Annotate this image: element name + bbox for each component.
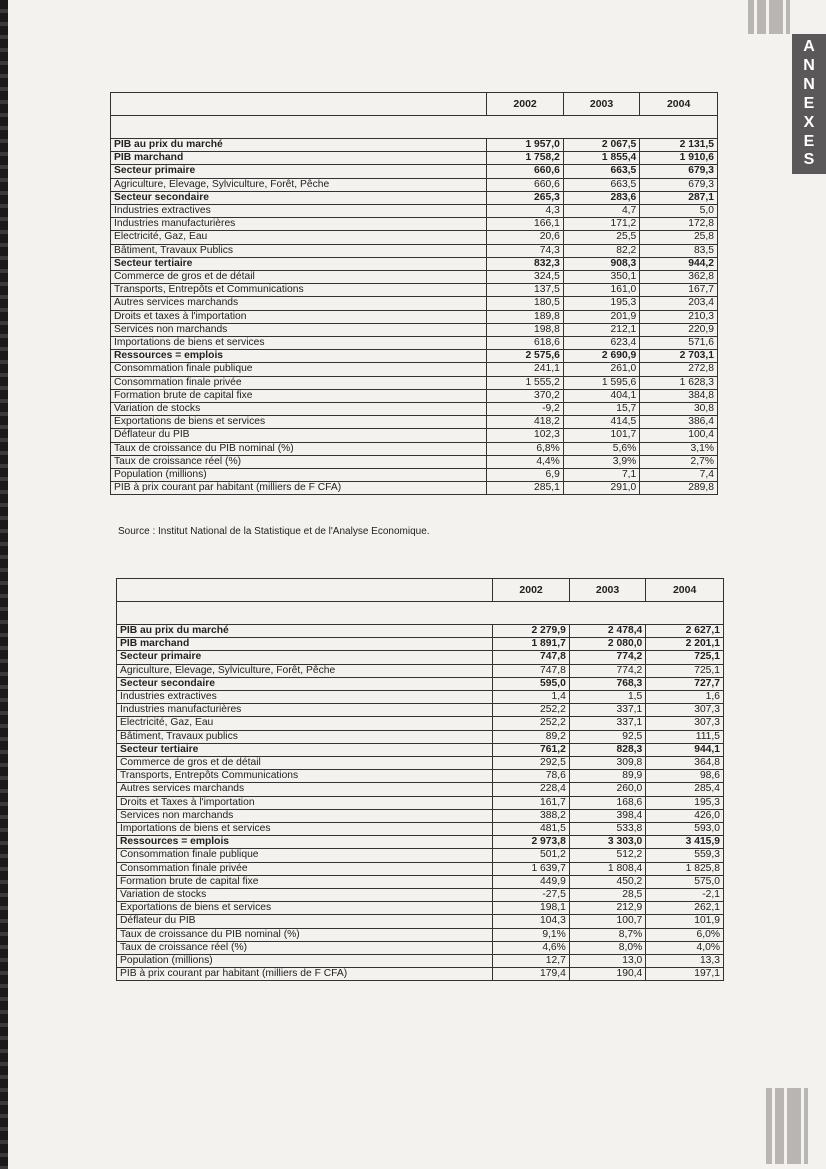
table-row — [111, 257, 718, 270]
row-label: Industries extractives — [117, 691, 493, 704]
value-cell: 362,8 — [640, 271, 718, 284]
row-label: Transports, Entrepôts Communications — [117, 770, 493, 783]
value-cell: 272,8 — [640, 363, 718, 376]
row-label: Services non marchands — [111, 323, 487, 336]
table-row — [111, 482, 718, 495]
value-cell: 774,2 — [569, 651, 645, 664]
value-cell: 1 808,4 — [569, 862, 645, 875]
table-row — [111, 416, 718, 429]
value-cell: 1 825,8 — [646, 862, 724, 875]
row-label: Autres services marchands — [117, 783, 493, 796]
value-cell: 337,1 — [569, 717, 645, 730]
value-cell: 2 478,4 — [569, 625, 645, 638]
row-label: Industries manufacturières — [117, 704, 493, 717]
value-cell: 287,1 — [640, 191, 718, 204]
header-blank-cell — [111, 93, 487, 116]
table-row — [111, 205, 718, 218]
value-cell: 2 080,0 — [569, 638, 645, 651]
value-cell: 212,9 — [569, 902, 645, 915]
row-label: Transports, Entrepôts et Communications — [111, 284, 487, 297]
table-row — [111, 244, 718, 257]
value-cell: 663,5 — [563, 165, 639, 178]
value-cell: 101,7 — [563, 429, 639, 442]
table-row — [111, 455, 718, 468]
value-cell: 747,8 — [493, 651, 569, 664]
row-label: Taux de croissance réel (%) — [117, 941, 493, 954]
table-row — [117, 796, 724, 809]
value-cell: 1 855,4 — [563, 152, 639, 165]
row-label: Commerce de gros et de détail — [117, 757, 493, 770]
value-cell: 2 690,9 — [563, 350, 639, 363]
value-cell: 198,1 — [493, 902, 569, 915]
row-label: PIB à prix courant par habitant (milliers de F CFA) — [111, 482, 487, 495]
table-row — [117, 651, 724, 664]
value-cell: 774,2 — [569, 664, 645, 677]
row-label: Déflateur du PIB — [111, 429, 487, 442]
table-row — [117, 783, 724, 796]
row-label: PIB au prix du marché — [117, 625, 493, 638]
row-label: Secteur primaire — [117, 651, 493, 664]
row-label: Agriculture, Elevage, Sylviculture, Forêt, Pêche — [117, 664, 493, 677]
value-cell: 4,0% — [646, 941, 724, 954]
value-cell: 2 131,5 — [640, 139, 718, 152]
table-row — [111, 139, 718, 152]
value-cell: 3 303,0 — [569, 836, 645, 849]
tab-letter: S — [803, 151, 815, 169]
value-cell: 161,7 — [493, 796, 569, 809]
value-cell: 660,6 — [487, 178, 563, 191]
table-row — [111, 389, 718, 402]
value-cell: 663,5 — [563, 178, 639, 191]
value-cell: 137,5 — [487, 284, 563, 297]
value-cell: 179,4 — [493, 968, 569, 981]
table-row — [117, 664, 724, 677]
row-label: Variation de stocks — [117, 889, 493, 902]
row-label: Bâtiment, Travaux publics — [117, 730, 493, 743]
value-cell: 111,5 — [646, 730, 724, 743]
value-cell: 201,9 — [563, 310, 639, 323]
row-label: Industries extractives — [111, 205, 487, 218]
table-row — [111, 323, 718, 336]
row-label: Population (millions) — [111, 469, 487, 482]
row-label: Formation brute de capital fixe — [111, 389, 487, 402]
value-cell: 3,9% — [563, 455, 639, 468]
tab-letter: E — [803, 132, 815, 150]
row-label: Consommation finale publique — [117, 849, 493, 862]
value-cell: 388,2 — [493, 809, 569, 822]
value-cell: 364,8 — [646, 757, 724, 770]
page-left-edge — [0, 0, 8, 1169]
value-cell: 180,5 — [487, 297, 563, 310]
value-cell: 285,4 — [646, 783, 724, 796]
value-cell: 15,7 — [563, 403, 639, 416]
value-cell: 285,1 — [487, 482, 563, 495]
row-label: Secteur secondaire — [111, 191, 487, 204]
table-row — [111, 271, 718, 284]
year-header: 2002 — [493, 579, 569, 602]
table-row — [117, 823, 724, 836]
value-cell: -27,5 — [493, 889, 569, 902]
value-cell: 2 201,1 — [646, 638, 724, 651]
value-cell: 210,3 — [640, 310, 718, 323]
value-cell: 1 957,0 — [487, 139, 563, 152]
value-cell: 25,5 — [563, 231, 639, 244]
value-cell: 768,3 — [569, 677, 645, 690]
table-spacer-row — [111, 116, 718, 139]
value-cell: 30,8 — [640, 403, 718, 416]
table-row — [117, 902, 724, 915]
year-header: 2003 — [569, 579, 645, 602]
table-row — [117, 743, 724, 756]
table-header-row — [117, 579, 724, 602]
value-cell: 595,0 — [493, 677, 569, 690]
value-cell: 198,8 — [487, 323, 563, 336]
value-cell: 166,1 — [487, 218, 563, 231]
value-cell: 571,6 — [640, 337, 718, 350]
value-cell: 2,7% — [640, 455, 718, 468]
value-cell: 623,4 — [563, 337, 639, 350]
value-cell: 1 628,3 — [640, 376, 718, 389]
value-cell: 100,4 — [640, 429, 718, 442]
value-cell: 1,4 — [493, 691, 569, 704]
table-row — [111, 469, 718, 482]
value-cell: 828,3 — [569, 743, 645, 756]
value-cell: 13,3 — [646, 955, 724, 968]
value-cell: 8,0% — [569, 941, 645, 954]
year-header: 2004 — [646, 579, 724, 602]
value-cell: 100,7 — [569, 915, 645, 928]
value-cell: 660,6 — [487, 165, 563, 178]
tab-letter: N — [803, 57, 815, 75]
row-label: Consommation finale publique — [111, 363, 487, 376]
value-cell: 386,4 — [640, 416, 718, 429]
row-label: Ressources = emplois — [117, 836, 493, 849]
value-cell: 559,3 — [646, 849, 724, 862]
decorative-bars-bottom — [766, 1088, 814, 1164]
table-row — [111, 363, 718, 376]
value-cell: 2 973,8 — [493, 836, 569, 849]
value-cell: 370,2 — [487, 389, 563, 402]
row-label: Secteur tertiaire — [111, 257, 487, 270]
value-cell: 337,1 — [569, 704, 645, 717]
gdp-table-1 — [110, 92, 718, 495]
row-label: Exportations de biens et services — [111, 416, 487, 429]
value-cell: 4,3 — [487, 205, 563, 218]
year-header: 2003 — [563, 93, 639, 116]
year-header: 2004 — [640, 93, 718, 116]
row-label: Droits et taxes à l'importation — [111, 310, 487, 323]
value-cell: 618,6 — [487, 337, 563, 350]
row-label: PIB à prix courant par habitant (milliers de F CFA) — [117, 968, 493, 981]
value-cell: 190,4 — [569, 968, 645, 981]
value-cell: 13,0 — [569, 955, 645, 968]
value-cell: 747,8 — [493, 664, 569, 677]
row-label: Autres services marchands — [111, 297, 487, 310]
table-row — [111, 403, 718, 416]
value-cell: 25,8 — [640, 231, 718, 244]
value-cell: 228,4 — [493, 783, 569, 796]
row-label: Taux de croissance du PIB nominal (%) — [117, 928, 493, 941]
table-row — [117, 849, 724, 862]
annexes-side-tab — [792, 34, 826, 174]
value-cell: 20,6 — [487, 231, 563, 244]
value-cell: 171,2 — [563, 218, 639, 231]
value-cell: 725,1 — [646, 664, 724, 677]
value-cell: 167,7 — [640, 284, 718, 297]
value-cell: 168,6 — [569, 796, 645, 809]
tab-letter: N — [803, 76, 815, 94]
gdp-table-2 — [116, 578, 724, 981]
row-label: Importations de biens et services — [111, 337, 487, 350]
value-cell: 1 758,2 — [487, 152, 563, 165]
value-cell: 5,0 — [640, 205, 718, 218]
table-row — [111, 310, 718, 323]
value-cell: 533,8 — [569, 823, 645, 836]
row-label: PIB marchand — [111, 152, 487, 165]
table-row — [111, 191, 718, 204]
value-cell: 220,9 — [640, 323, 718, 336]
row-label: Services non marchands — [117, 809, 493, 822]
value-cell: 4,6% — [493, 941, 569, 954]
table-row — [111, 429, 718, 442]
value-cell: 101,9 — [646, 915, 724, 928]
value-cell: 265,3 — [487, 191, 563, 204]
tab-letter: X — [803, 113, 815, 131]
row-label: Exportations de biens et services — [117, 902, 493, 915]
value-cell: 679,3 — [640, 165, 718, 178]
tab-letter: E — [803, 94, 815, 112]
value-cell: 28,5 — [569, 889, 645, 902]
year-header: 2002 — [487, 93, 563, 116]
value-cell: 212,1 — [563, 323, 639, 336]
table-row — [117, 809, 724, 822]
value-cell: 679,3 — [640, 178, 718, 191]
row-label: Formation brute de capital fixe — [117, 875, 493, 888]
table-row — [111, 297, 718, 310]
table-row — [117, 730, 724, 743]
value-cell: 384,8 — [640, 389, 718, 402]
row-label: Secteur primaire — [111, 165, 487, 178]
value-cell: 283,6 — [563, 191, 639, 204]
value-cell: 309,8 — [569, 757, 645, 770]
value-cell: 189,8 — [487, 310, 563, 323]
tab-letter: A — [803, 38, 815, 56]
source-note: Source : Institut National de la Statistique et de l'Analyse Economique. — [118, 526, 430, 537]
spacer-cell — [111, 116, 718, 139]
value-cell: 501,2 — [493, 849, 569, 862]
value-cell: 4,4% — [487, 455, 563, 468]
value-cell: 944,1 — [646, 743, 724, 756]
value-cell: 203,4 — [640, 297, 718, 310]
value-cell: -9,2 — [487, 403, 563, 416]
value-cell: 195,3 — [563, 297, 639, 310]
value-cell: 725,1 — [646, 651, 724, 664]
table-row — [117, 955, 724, 968]
value-cell: 261,0 — [563, 363, 639, 376]
value-cell: 262,1 — [646, 902, 724, 915]
row-label: Agriculture, Elevage, Sylviculture, Forêt, Pêche — [111, 178, 487, 191]
value-cell: 8,7% — [569, 928, 645, 941]
table-row — [111, 178, 718, 191]
value-cell: 593,0 — [646, 823, 724, 836]
value-cell: 197,1 — [646, 968, 724, 981]
value-cell: 307,3 — [646, 704, 724, 717]
value-cell: 6,8% — [487, 442, 563, 455]
value-cell: 575,0 — [646, 875, 724, 888]
table-row — [111, 337, 718, 350]
table-row — [117, 638, 724, 651]
value-cell: 1 595,6 — [563, 376, 639, 389]
value-cell: 252,2 — [493, 717, 569, 730]
value-cell: -2,1 — [646, 889, 724, 902]
table-row — [111, 152, 718, 165]
value-cell: 4,7 — [563, 205, 639, 218]
row-label: Consommation finale privée — [117, 862, 493, 875]
value-cell: 404,1 — [563, 389, 639, 402]
value-cell: 3 415,9 — [646, 836, 724, 849]
table-row — [117, 889, 724, 902]
row-label: Déflateur du PIB — [117, 915, 493, 928]
value-cell: 89,9 — [569, 770, 645, 783]
table-row — [117, 928, 724, 941]
value-cell: 512,2 — [569, 849, 645, 862]
table-row — [111, 165, 718, 178]
table-row — [111, 442, 718, 455]
table-row — [117, 757, 724, 770]
table-header-row — [111, 93, 718, 116]
value-cell: 98,6 — [646, 770, 724, 783]
value-cell: 104,3 — [493, 915, 569, 928]
table-row — [117, 704, 724, 717]
table-row — [111, 231, 718, 244]
table-row — [117, 836, 724, 849]
row-label: Electricité, Gaz, Eau — [111, 231, 487, 244]
table-row — [117, 770, 724, 783]
value-cell: 324,5 — [487, 271, 563, 284]
value-cell: 944,2 — [640, 257, 718, 270]
row-label: PIB marchand — [117, 638, 493, 651]
row-label: Electricité, Gaz, Eau — [117, 717, 493, 730]
value-cell: 5,6% — [563, 442, 639, 455]
value-cell: 89,2 — [493, 730, 569, 743]
value-cell: 92,5 — [569, 730, 645, 743]
row-label: Commerce de gros et de détail — [111, 271, 487, 284]
row-label: Bâtiment, Travaux Publics — [111, 244, 487, 257]
value-cell: 241,1 — [487, 363, 563, 376]
value-cell: 1,6 — [646, 691, 724, 704]
value-cell: 2 575,6 — [487, 350, 563, 363]
value-cell: 449,9 — [493, 875, 569, 888]
value-cell: 1 891,7 — [493, 638, 569, 651]
row-label: Secteur tertiaire — [117, 743, 493, 756]
table-row — [117, 691, 724, 704]
value-cell: 260,0 — [569, 783, 645, 796]
row-label: Taux de croissance réel (%) — [111, 455, 487, 468]
value-cell: 195,3 — [646, 796, 724, 809]
value-cell: 1 910,6 — [640, 152, 718, 165]
table-row — [111, 284, 718, 297]
value-cell: 307,3 — [646, 717, 724, 730]
row-label: Population (millions) — [117, 955, 493, 968]
value-cell: 1 555,2 — [487, 376, 563, 389]
value-cell: 398,4 — [569, 809, 645, 822]
row-label: Taux de croissance du PIB nominal (%) — [111, 442, 487, 455]
value-cell: 78,6 — [493, 770, 569, 783]
value-cell: 2 067,5 — [563, 139, 639, 152]
value-cell: 6,0% — [646, 928, 724, 941]
row-label: Secteur secondaire — [117, 677, 493, 690]
value-cell: 414,5 — [563, 416, 639, 429]
value-cell: 2 279,9 — [493, 625, 569, 638]
table-row — [111, 218, 718, 231]
value-cell: 252,2 — [493, 704, 569, 717]
spacer-cell — [117, 602, 724, 625]
value-cell: 291,0 — [563, 482, 639, 495]
value-cell: 3,1% — [640, 442, 718, 455]
decorative-bars-top — [748, 0, 796, 34]
value-cell: 7,4 — [640, 469, 718, 482]
table-row — [117, 941, 724, 954]
table-row — [117, 875, 724, 888]
value-cell: 2 703,1 — [640, 350, 718, 363]
value-cell: 172,8 — [640, 218, 718, 231]
value-cell: 1,5 — [569, 691, 645, 704]
value-cell: 292,5 — [493, 757, 569, 770]
value-cell: 12,7 — [493, 955, 569, 968]
table-row — [117, 717, 724, 730]
value-cell: 426,0 — [646, 809, 724, 822]
table-row — [117, 677, 724, 690]
table-row — [117, 968, 724, 981]
value-cell: 289,8 — [640, 482, 718, 495]
row-label: Ressources = emplois — [111, 350, 487, 363]
row-label: Variation de stocks — [111, 403, 487, 416]
value-cell: 350,1 — [563, 271, 639, 284]
table-row — [117, 862, 724, 875]
row-label: Industries manufacturières — [111, 218, 487, 231]
value-cell: 761,2 — [493, 743, 569, 756]
table-row — [111, 376, 718, 389]
value-cell: 102,3 — [487, 429, 563, 442]
value-cell: 161,0 — [563, 284, 639, 297]
value-cell: 74,3 — [487, 244, 563, 257]
value-cell: 7,1 — [563, 469, 639, 482]
header-blank-cell — [117, 579, 493, 602]
value-cell: 9,1% — [493, 928, 569, 941]
value-cell: 83,5 — [640, 244, 718, 257]
value-cell: 2 627,1 — [646, 625, 724, 638]
row-label: PIB au prix du marché — [111, 139, 487, 152]
value-cell: 832,3 — [487, 257, 563, 270]
value-cell: 418,2 — [487, 416, 563, 429]
value-cell: 908,3 — [563, 257, 639, 270]
value-cell: 450,2 — [569, 875, 645, 888]
value-cell: 727,7 — [646, 677, 724, 690]
table-row — [117, 625, 724, 638]
row-label: Consommation finale privée — [111, 376, 487, 389]
value-cell: 82,2 — [563, 244, 639, 257]
row-label: Importations de biens et services — [117, 823, 493, 836]
row-label: Droits et Taxes à l'importation — [117, 796, 493, 809]
table-row — [111, 350, 718, 363]
table-row — [117, 915, 724, 928]
value-cell: 481,5 — [493, 823, 569, 836]
value-cell: 1 639,7 — [493, 862, 569, 875]
value-cell: 6,9 — [487, 469, 563, 482]
table-spacer-row — [117, 602, 724, 625]
